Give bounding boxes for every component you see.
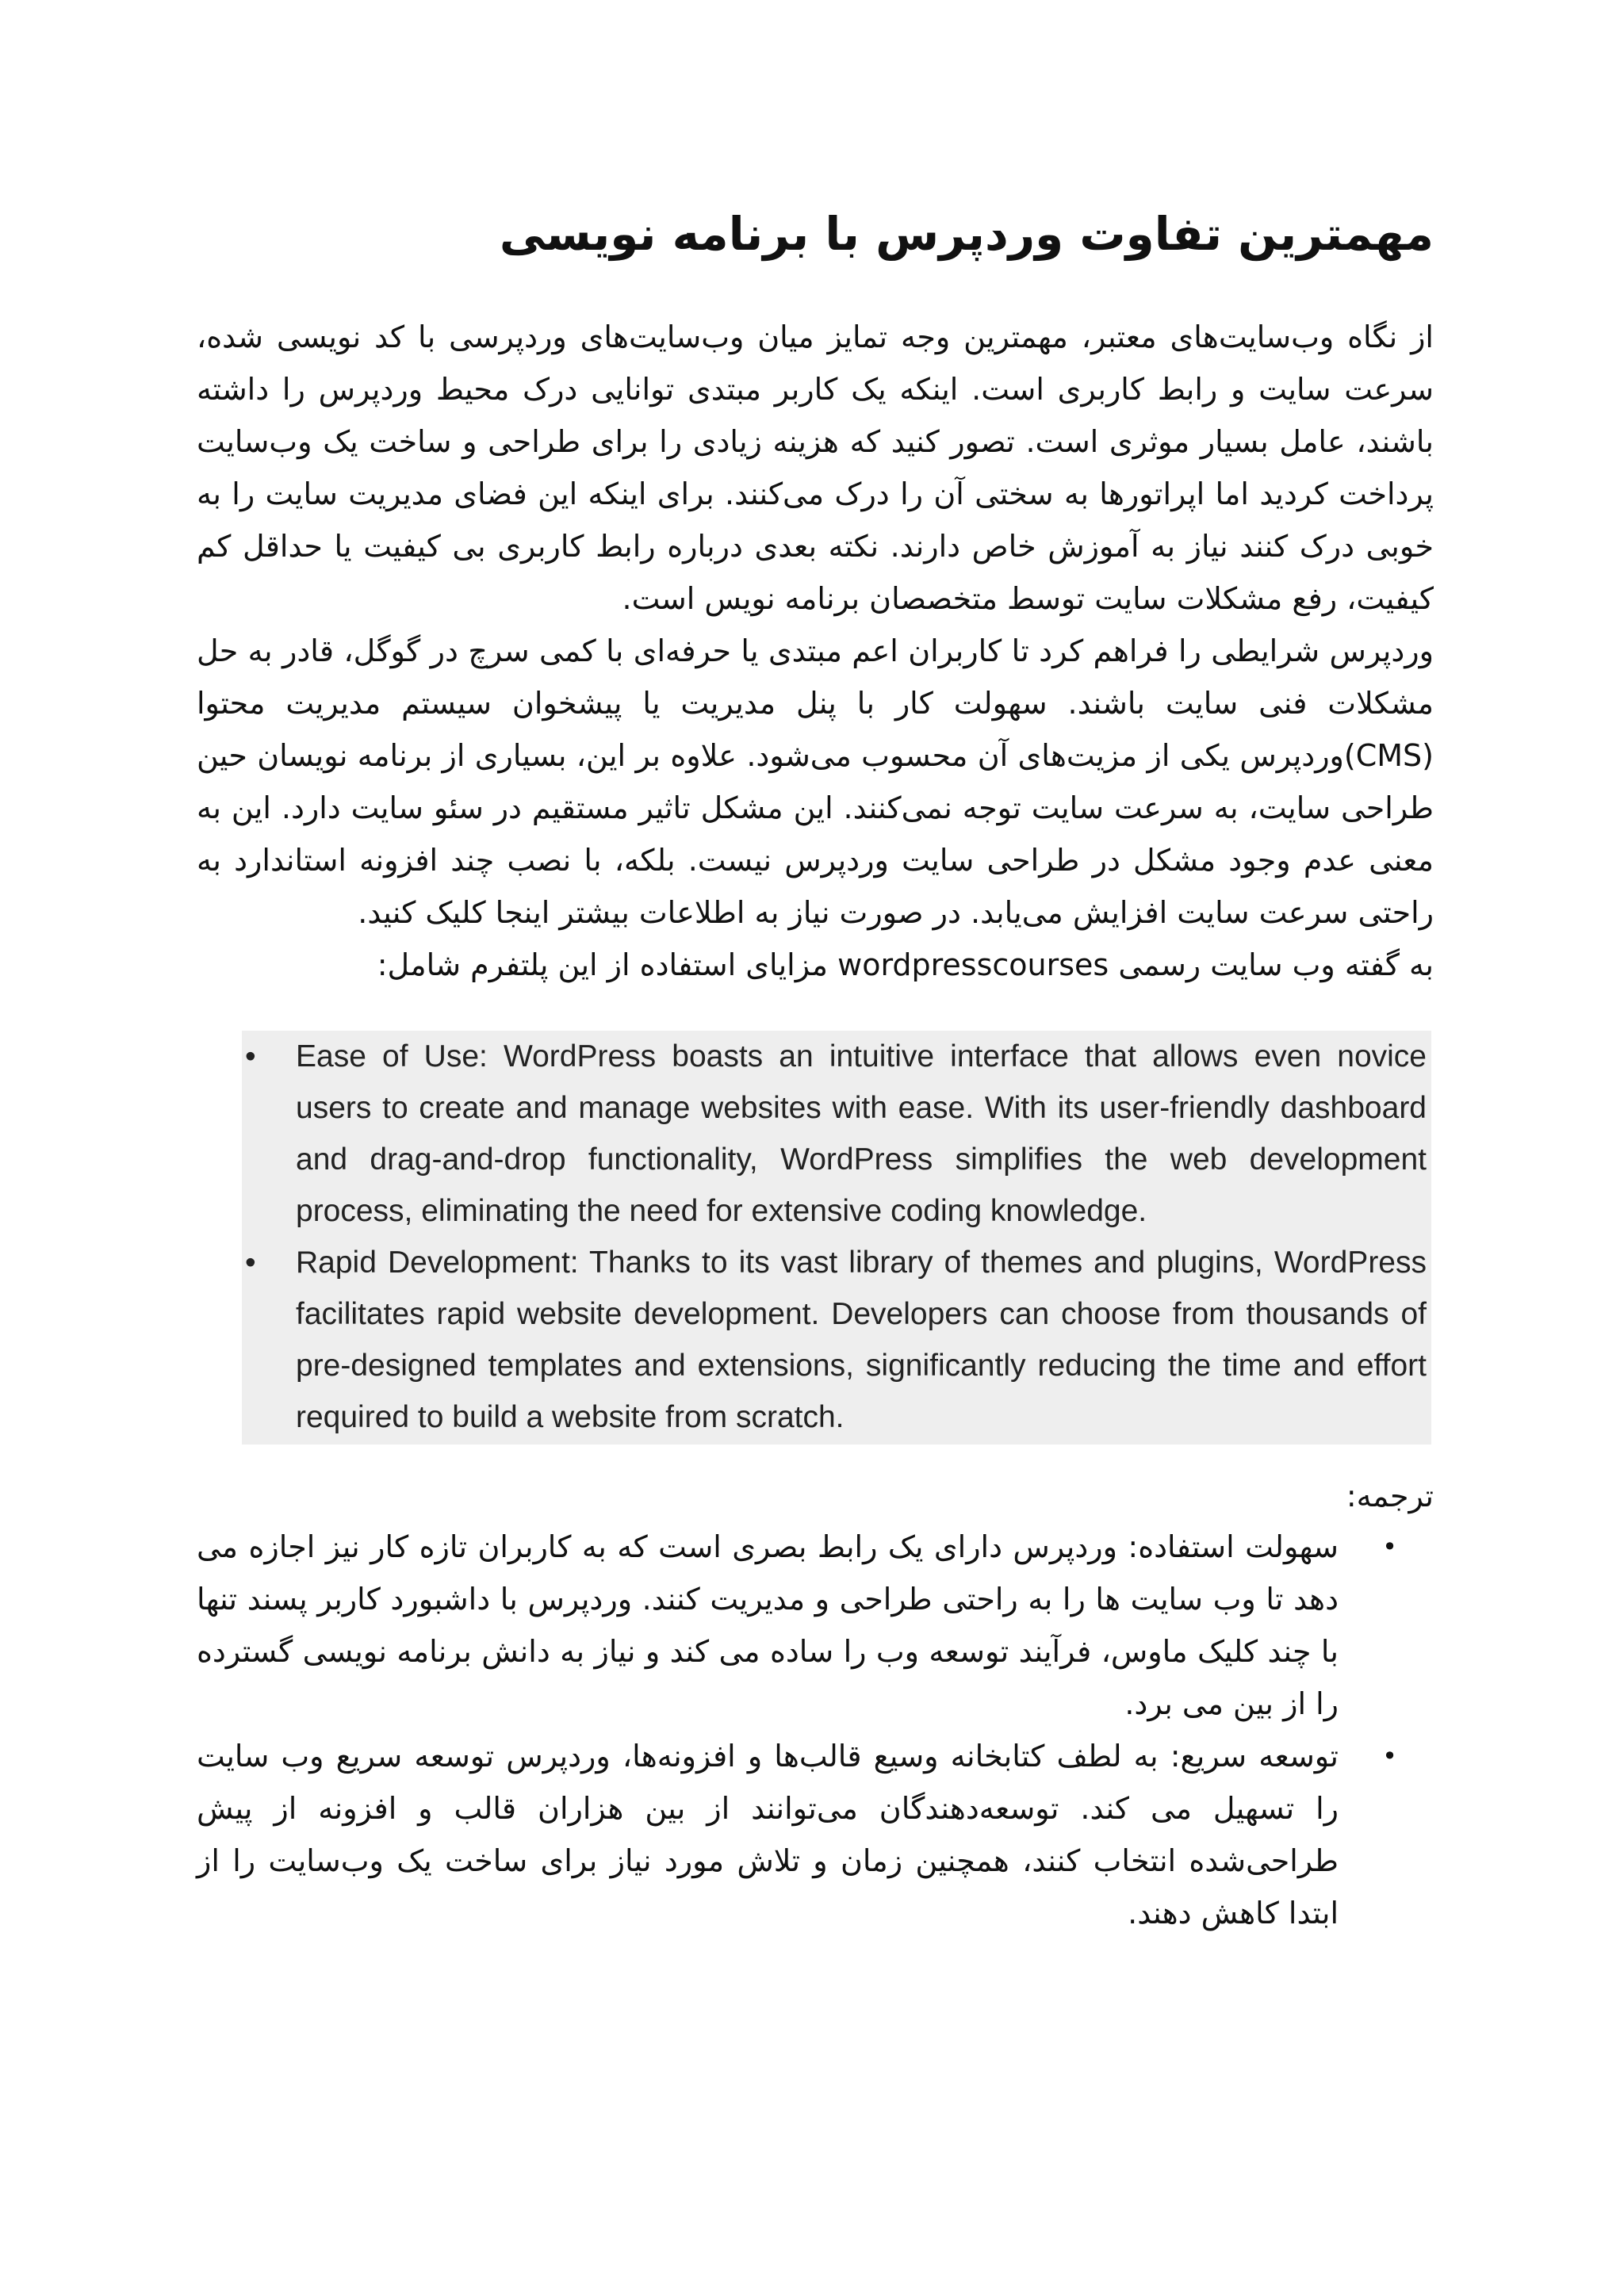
intro-section (197, 311, 1434, 991)
bullet-icon: • (245, 1039, 256, 1073)
english-list-item (242, 1031, 1431, 1237)
intro-paragraph-2: وردپرس شرایطی را فراهم کرد تا کاربران اعم مبتدی یا حرفه‌ای با کمی سرچ در گوگل، قادر به حل مشکلات فنی سایت باشند. سهولت کار با پنل مدیریت یا پیشخوان سیستم مدیریت محتوا (CMS)وردپرس یکی از مزیت‌های آن محسوب می‌شود. علاوه بر این، بسیاری از برنامه نویسان حین طراحی سایت، به سرعت سایت توجه نمی‌کنند. این مشکل تاثیر مستقیم در سئو سایت دارد. این به معنی عدم وجود مشکل در طراحی سایت وردپرس نیست. بلکه، با نصب چند افزونه استاندارد به راحتی سرعت سایت افزایش می‌یابد. در صورت نیاز به اطلاعات بیشتر اینجا کلیک کنید. (197, 633, 1434, 930)
english-item-text: Ease of Use: WordPress boasts an intuitive interface that allows even novice users to create and manage websites with ease. With its user-friendly dashboard and drag-and-drop functionality, WordPress simplifies the web development process, eliminating the need for extensive coding knowledge. (296, 1039, 1427, 1228)
persian-benefits-list (197, 1521, 1434, 1939)
intro-paragraph-1: از نگاه وب‌سایت‌های معتبر، مهمترین وجه تمایز میان وب‌سایت‌های وردپرسی با کد نویسی شده، سرعت سایت و رابط کاربری است. اینکه یک کاربر مبتدی توانایی درک محیط وردپرس را داشته باشند، عامل بسیار موثری است. تصور کنید که هزینه زیادی را برای طراحی و ساخت یک وب‌سایت پرداخت کردید اما اپراتورها به سختی آن را درک می‌کنند. برای اینکه این فضای مدیریت سایت را به خوبی درک کنند نیاز به آموزش خاص دارند. نکته بعدی درباره رابط کاربری بی کیفیت یا حداقل کم کیفیت، رفع مشکلات سایت توسط متخصصان برنامه نویس است. (197, 320, 1434, 616)
bullet-icon: • (245, 1246, 256, 1280)
english-quote-box (242, 1031, 1431, 1445)
persian-item-text: توسعه سریع: به لطف کتابخانه وسیع قالب‌ها و افزونه‌ها، وردپرس توسعه سریع وب سایت را تسهیل می کند. توسعه‌دهندگان می‌توانند از بین هزاران قالب و افزونه از پیش طراحی‌شده انتخاب کنند، همچنین زمان و تلاش مورد نیاز برای ساخت یک وب‌سایت را از ابتدا کاهش دهند. (197, 1739, 1339, 1931)
english-list-item (242, 1237, 1431, 1443)
intro-paragraph-3: به گفته وب سایت رسمی wordpresscourses مزایای استفاده از این پلتفرم شامل: (377, 947, 1434, 982)
bullet-icon: • (1382, 1532, 1397, 1562)
english-item-text: Rapid Development: Thanks to its vast library of themes and plugins, WordPress facilitates rapid website development. Developers can choose from thousands of pre-designed templates and extensions, significantly reducing the time and effort required to build a website from scratch. (296, 1246, 1427, 1434)
english-benefits-list (242, 1031, 1431, 1443)
document-title: مهمترین تفاوت وردپرس با برنامه نویسی (499, 207, 1434, 261)
translation-label: ترجمه: (1346, 1479, 1434, 1513)
persian-list-item (197, 1521, 1434, 1730)
persian-list-item (197, 1730, 1434, 1939)
bullet-icon: • (1382, 1741, 1397, 1771)
persian-item-text: سهولت استفاده: وردپرس دارای یک رابط بصری است که به کاربران تازه کار نیز اجازه می دهد تا وب سایت ها را به راحتی طراحی و مدیریت کنند. وردپرس با داشبورد کاربر پسند تنها با چند کلیک ماوس، فرآیند توسعه وب را ساده می کند و نیاز به دانش برنامه نویسی گسترده را از بین می برد. (197, 1529, 1339, 1721)
